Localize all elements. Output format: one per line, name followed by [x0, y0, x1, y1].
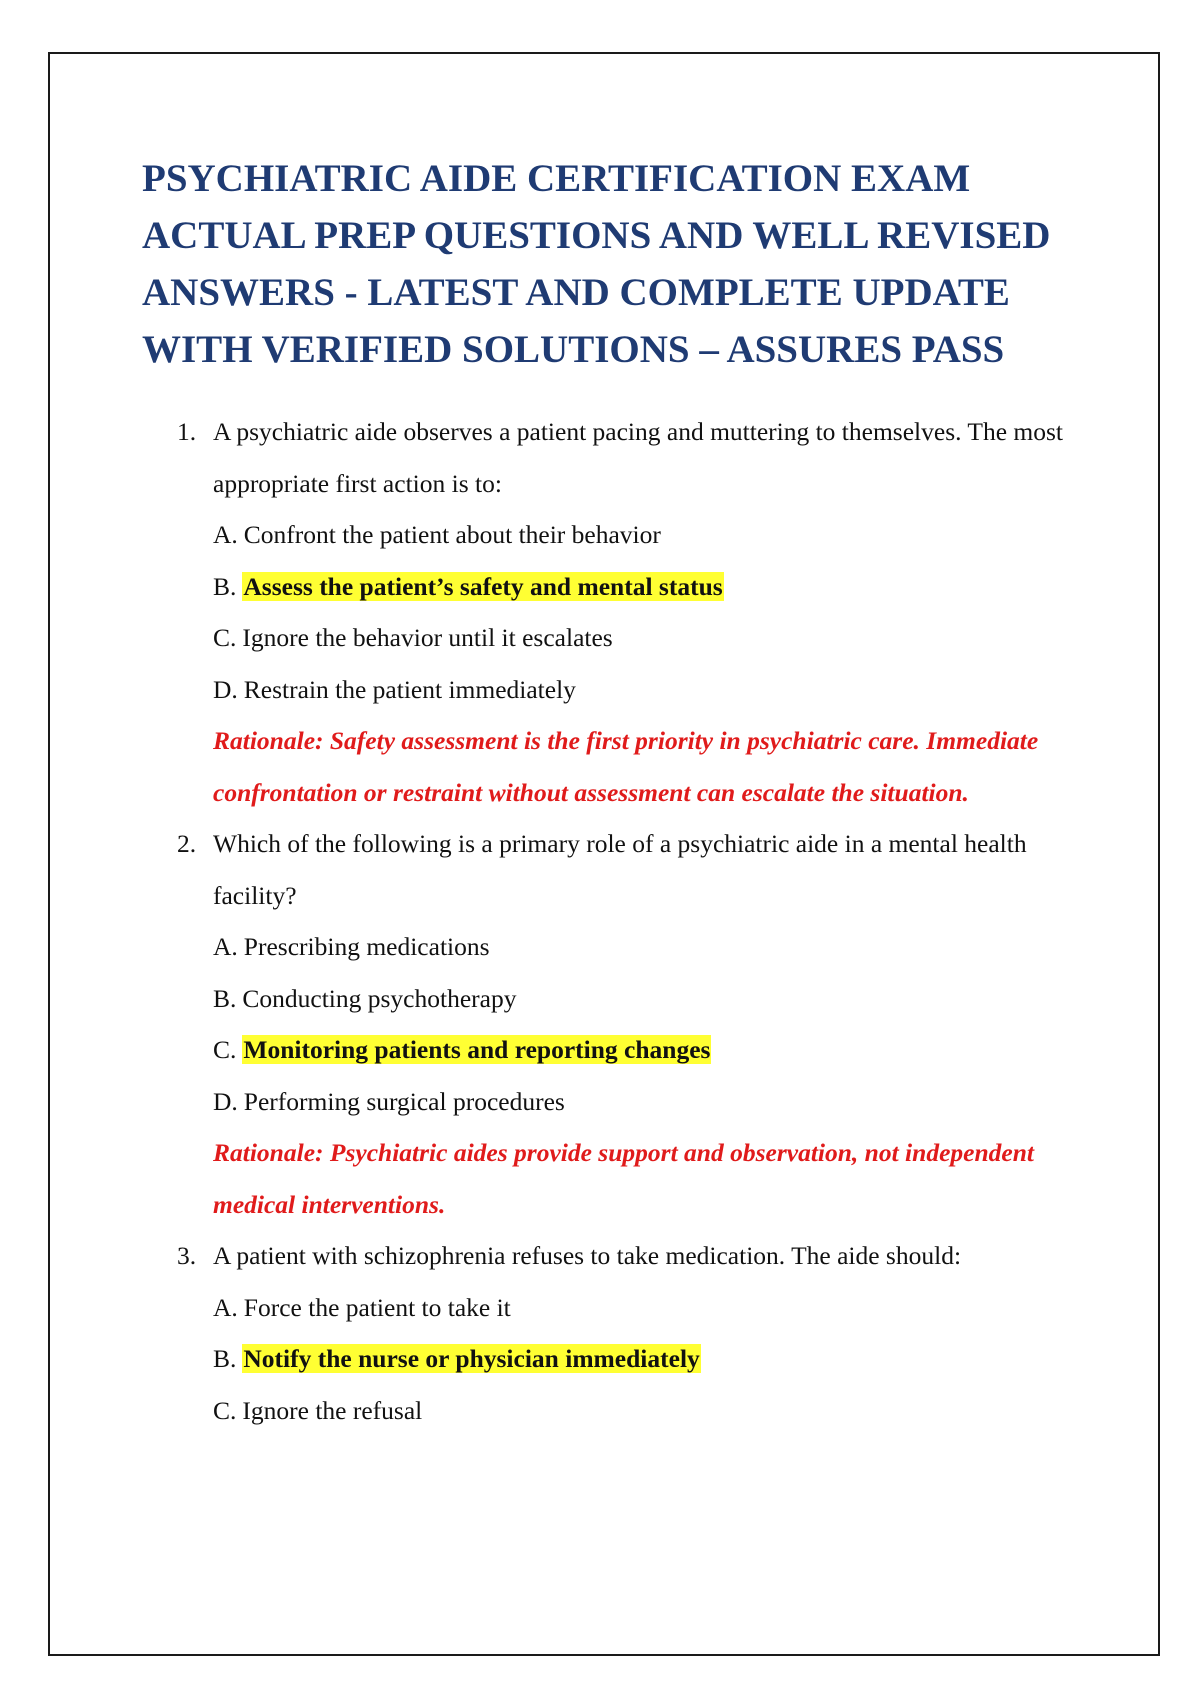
option-letter: C. [213, 623, 237, 652]
option-text: Conducting psychotherapy [242, 983, 517, 1013]
option-text: Prescribing medications [243, 932, 490, 961]
option-letter: B. [213, 983, 237, 1013]
document-title: PSYCHIATRIC AIDE CERTIFICATION EXAM ACTUAL PREP QUESTIONS AND WELL REVISED ANSWERS - LATEST AND COMPLETE UPDATE WITH VERIFIED SOLUTIONS – ASSURES PASS [142, 157, 1051, 371]
document-content [142, 150, 1082, 1436]
question-number: 1. [177, 417, 197, 446]
question-number: 2. [177, 829, 197, 858]
option-text: Restrain the patient immediately [243, 674, 576, 704]
option-letter: D. [213, 1086, 238, 1116]
question-3 [142, 1230, 1082, 1436]
question-text: Which of the following is a primary role of a psychiatric aide in a mental health facility? [213, 829, 1027, 910]
option-a [213, 509, 1082, 561]
option-letter: C. [213, 1035, 237, 1064]
option-a [213, 1282, 1082, 1334]
option-text: Performing surgical procedures [243, 1086, 565, 1116]
option-b-correct [213, 1333, 1082, 1385]
option-letter: A. [213, 520, 238, 549]
question-text: A patient with schizophrenia refuses to take medication. The aide should: [213, 1241, 962, 1270]
correct-answer-highlight: Notify the nurse or physician immediately [243, 1344, 700, 1373]
option-text: Force the patient to take it [243, 1292, 511, 1322]
option-d [213, 664, 1082, 716]
option-letter: C. [213, 1395, 237, 1425]
rationale-text: Rationale: Psychiatric aides provide support and observation, not independent medical interventions. [213, 1138, 1034, 1219]
correct-answer-highlight: Assess the patient’s safety and mental status [243, 571, 723, 601]
question-number: 3. [177, 1241, 197, 1270]
question-2 [142, 818, 1082, 1230]
correct-answer-highlight: Monitoring patients and reporting changes [243, 1035, 711, 1064]
option-c [213, 612, 1082, 664]
question-list [142, 406, 1082, 1436]
question-1 [142, 406, 1082, 818]
option-b-correct [213, 561, 1082, 613]
option-text: Ignore the refusal [242, 1395, 423, 1425]
option-letter: B. [213, 571, 237, 601]
option-text: Confront the patient about their behavior [243, 520, 661, 549]
rationale-text: Rationale: Safety assessment is the first priority in psychiatric care. Immediate confrontation or restraint without assessment can escalate the situation. [213, 726, 1039, 807]
option-letter: D. [213, 674, 238, 704]
option-letter: B. [213, 1344, 237, 1373]
option-c [213, 1385, 1082, 1437]
question-text: A psychiatric aide observes a patient pacing and muttering to themselves. The most appropriate first action is to: [213, 417, 1064, 498]
option-a [213, 921, 1082, 973]
option-d [213, 1076, 1082, 1128]
option-letter: A. [213, 932, 238, 961]
option-c-correct [213, 1024, 1082, 1076]
option-b [213, 973, 1082, 1025]
option-text: Ignore the behavior until it escalates [242, 623, 613, 652]
option-letter: A. [213, 1292, 238, 1322]
